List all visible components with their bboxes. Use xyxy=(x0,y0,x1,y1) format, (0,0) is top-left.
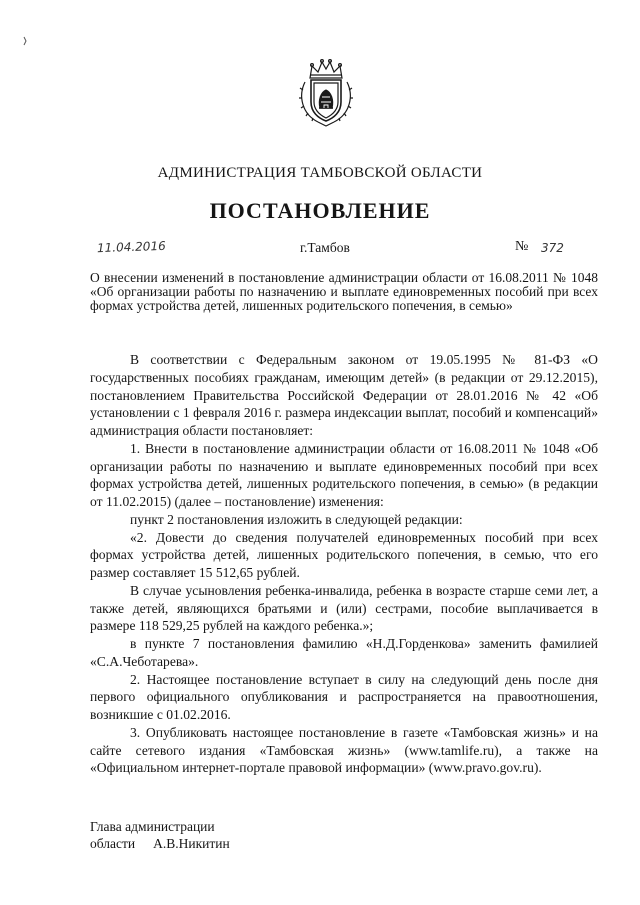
organization-name: АДМИНИСТРАЦИЯ ТАМБОВСКОЙ ОБЛАСТИ xyxy=(157,165,483,181)
paragraph-quote-2: «2. Довести до сведения получателей единовременных пособий при всех формах устройства детей, лишенных родительского попечения, в семью, что его размер составляет 15 512,65 рублей. xyxy=(90,529,598,580)
scan-mark xyxy=(22,36,28,46)
document-type: ПОСТАНОВЛЕНИЕ xyxy=(209,198,431,223)
paragraph-adoption: В случае усыновления ребенка-инвалида, ребенка в возрасте старше семи лет, а также детей, являющихся братьями и (или) сестрами, пособие выплачивается в размере 118 529,25 рублей на каждого ребенка.»; xyxy=(90,582,598,634)
signature-block xyxy=(90,818,230,852)
coat-of-arms-icon xyxy=(296,56,356,128)
document-date: 11.04.2016 xyxy=(96,238,166,256)
paragraph-item-1-sub: пункт 2 постановления изложить в следующей редакции: xyxy=(130,511,463,527)
number-label: № xyxy=(515,239,529,254)
document-body xyxy=(90,351,598,777)
signature-position: Глава администрации xyxy=(90,819,215,834)
paragraph-item-7: в пункте 7 постановления фамилию «Н.Д.Горденкова» заменить фамилией «С.А.Чеботарева». xyxy=(90,636,598,669)
paragraph-item-1: 1. Внести в постановление администрации области от 16.08.2011 № 1048 «Об организации работы по назначению и выплате единовременных пособий при всех формах устройства детей, лишенных родительского попечения, в семью» (в редакции от 11.02.2015) (далее – постановление) изменения: xyxy=(90,440,598,509)
signature-name: А.В.Никитин xyxy=(153,836,230,851)
signature-region: области xyxy=(90,836,136,851)
document-number: 372 xyxy=(541,241,564,255)
document-city: г.Тамбов xyxy=(300,240,350,255)
paragraph-item-2: 2. Настоящее постановление вступает в силу на следующий день после дня первого официального опубликования и распространяется на правоотношения, возникшие с 01.02.2016. xyxy=(90,671,598,722)
preamble-paragraph: В соответствии с Федеральным законом от 19.05.1995 № 81-ФЗ «О государственных пособиях гражданам, имеющим детей» (в редакции от 29.12.2015), постановлением Правительства Российской Федерации от 28.01.2016 № 42 «Об установлении с 1 февраля 2016 г. размера индексации выплат, пособий и компенсаций» администрация области постановляет: xyxy=(90,352,598,438)
paragraph-item-3: 3. Опубликовать настоящее постановление в газете «Тамбовская жизнь» и на сайте сетевого издания «Тамбовская жизнь» (www.tamlife.ru), а также на «Официальном интернет-портале правовой информации» (www.pravo.gov.ru). xyxy=(90,724,598,776)
document-subject: О внесении изменений в постановление администрации области от 16.08.2011 № 1048 «Об организации работы по назначению и выплате единовременных пособий при всех формах устройства детей, лишенных родительского попечения, в семью» xyxy=(90,270,598,314)
